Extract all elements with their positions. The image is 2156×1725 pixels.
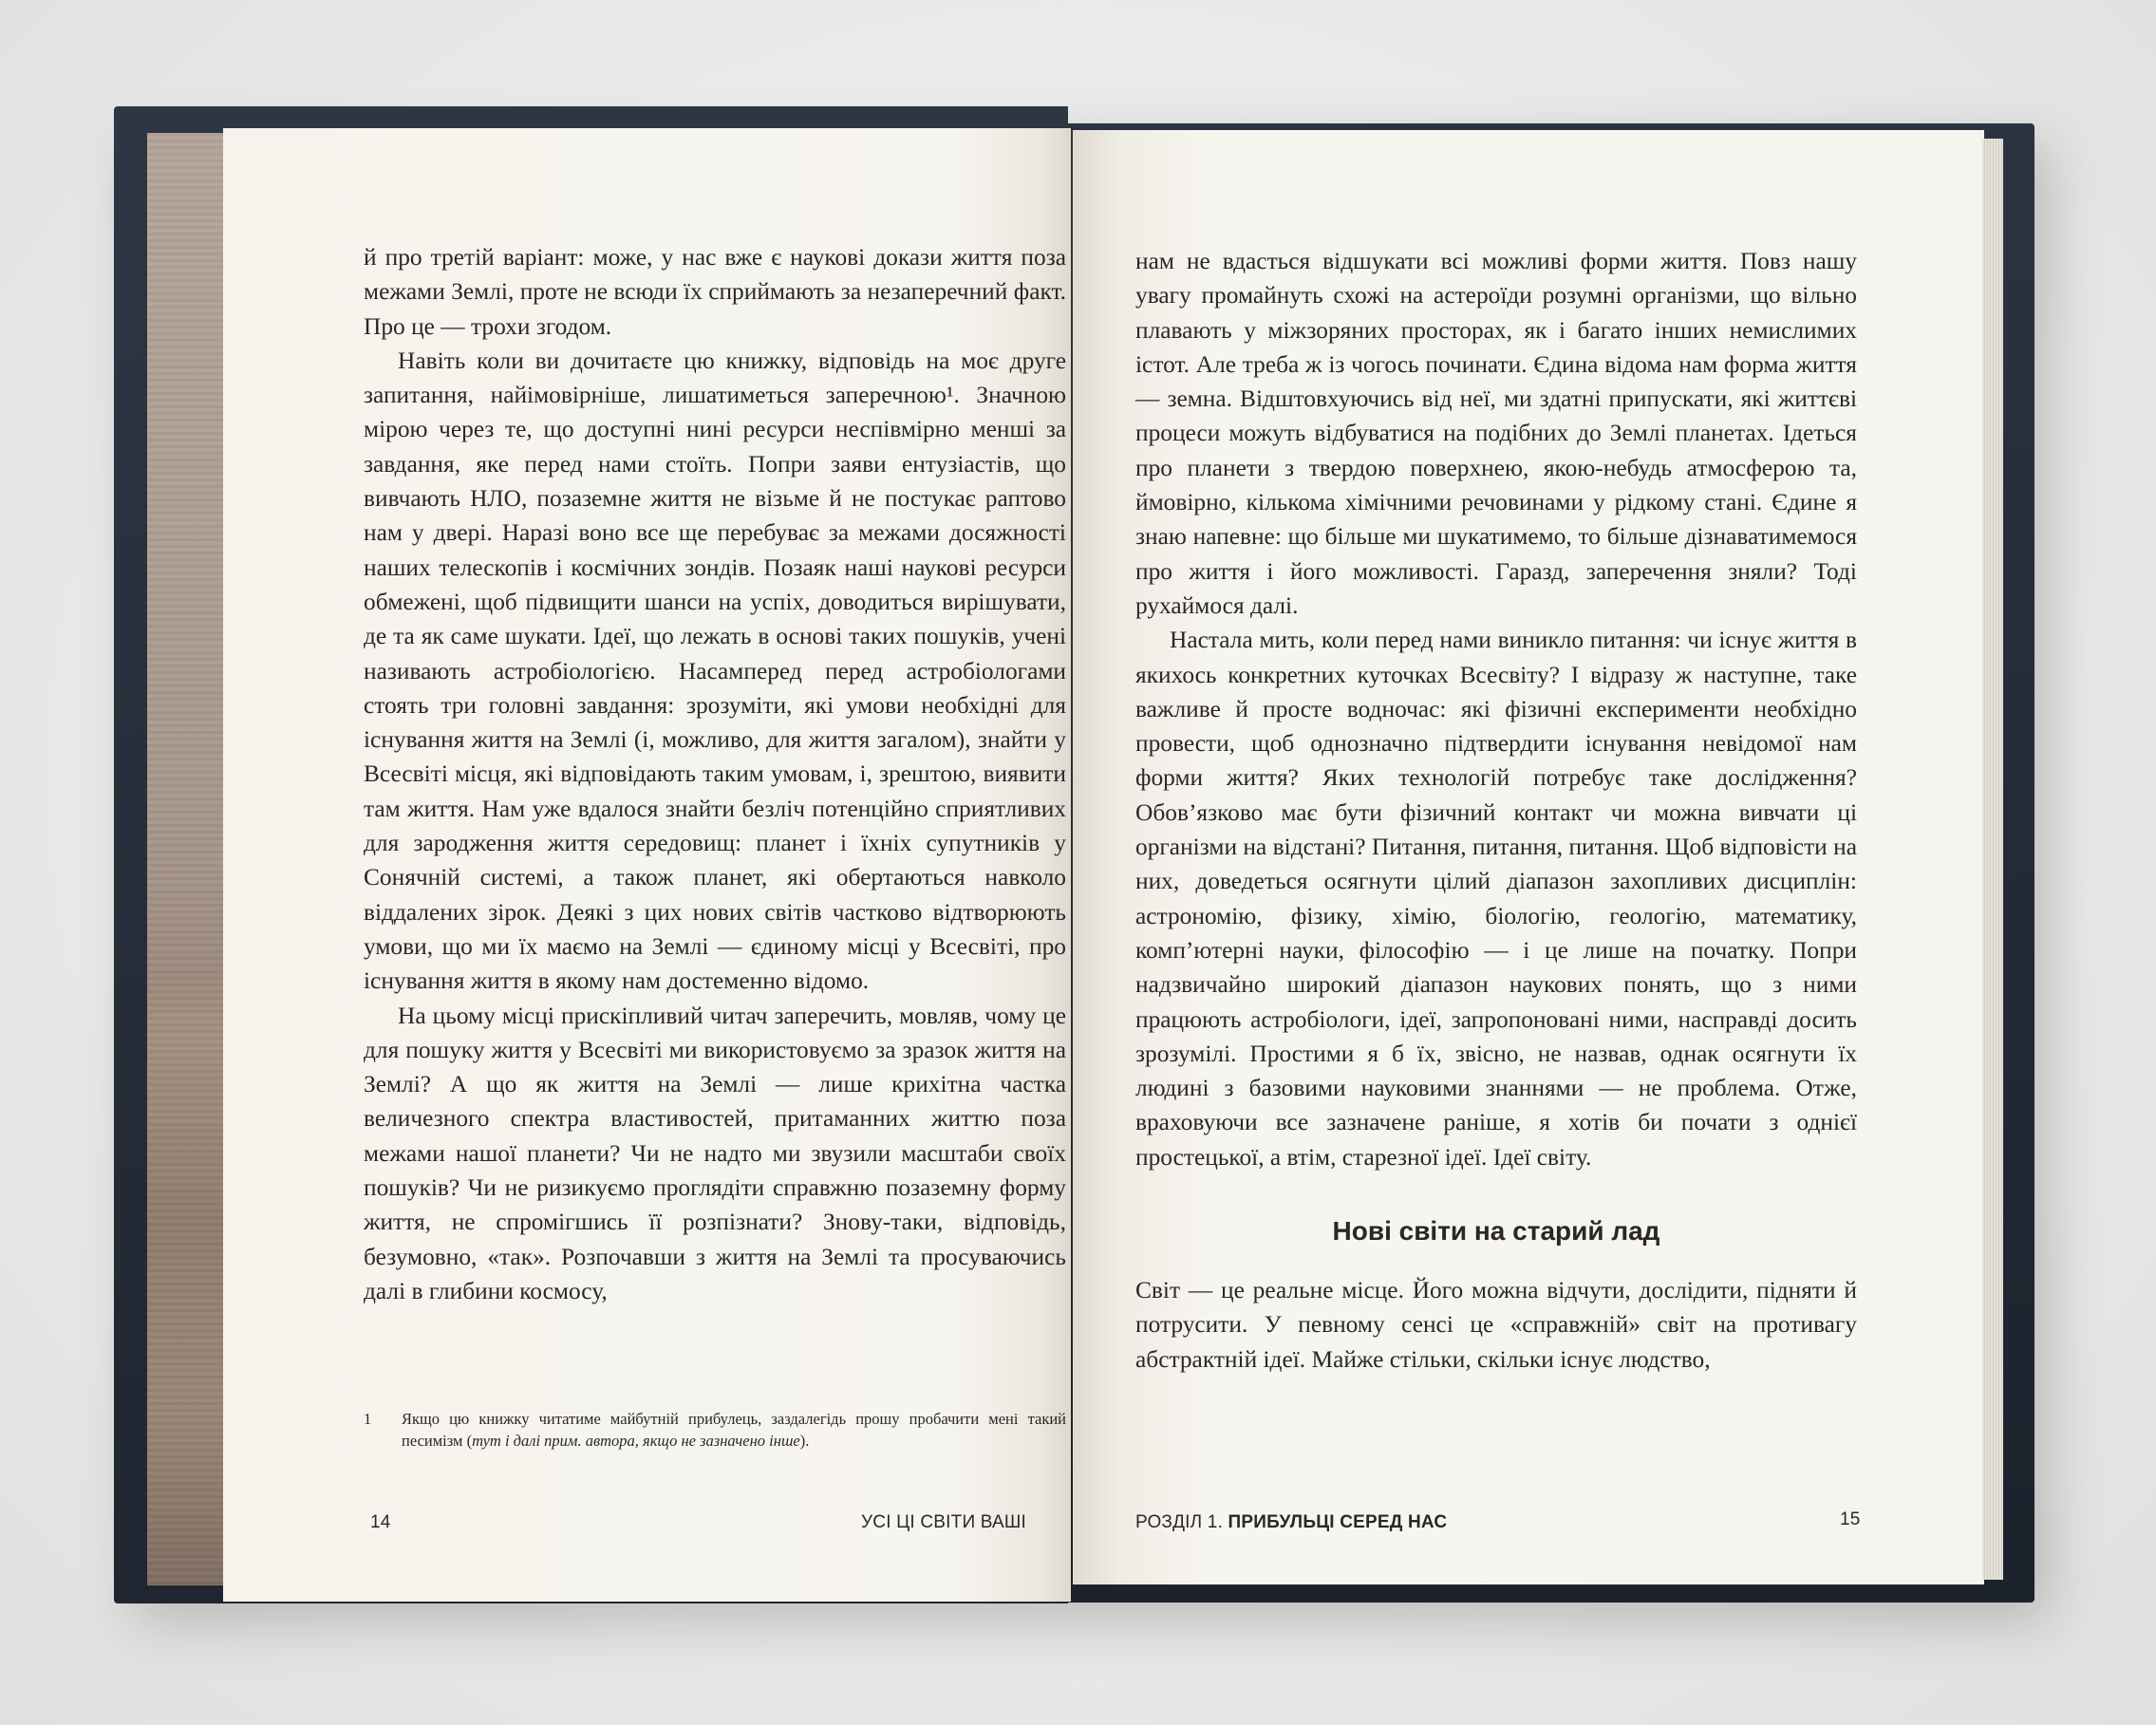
- running-title: УСІ ЦІ СВІТИ ВАШІ: [861, 1512, 1026, 1532]
- paragraph: Навіть коли ви дочитаєте цю книжку, відповідь на моє друге запитання, найімовірніше, лишатиметься заперечною¹. Значною мірою через те, що доступні нині ресурси неспівмірно менші за завдання, яке перед нами стоїть. Попри заяви ентузіастів, що вивчають НЛО, позаземне життя не візьме й не постукає раптово нам у двері. Наразі воно все ще перебуває за межами досяжності наших телескопів і космічних зондів. Позаяк наші наукові ресурси обмежені, щоб підвищити шанси на успіх, доводиться вирішувати, де та як саме шукати. Ідеї, що лежать в основі таких пошуків, учені називають астробіологією. Насамперед перед астробіологами стоять три головні завдання: зрозуміти, які умови необхідні для існування життя на Землі (і, можливо, для життя загалом), знайти у Всесвіті місця, які відповідають таким умовам, і, зрештою, виявити там життя. Нам уже вдалося знайти безліч потенційно сприятливих для зародження життя середовищ: планет і їхніх супутників у Сонячній системі, а також планет, які обертаються навколо віддалених зірок. Деякі з цих нових світів частково відтворюють умови, що ми їх маємо на Землі — єдиному місці у Всесвіті, про існування життя в якому нам достеменно відомо.: [364, 347, 1066, 995]
- footnote-text: Якщо цю книжку читатиме майбутній прибулець, заздалегідь прошу пробачити мені такий песимізм (тут і далі прим. автора, якщо не зазначено інше).: [402, 1410, 1066, 1450]
- left-page: [223, 128, 1071, 1602]
- endpaper-photo-strip: [147, 133, 233, 1585]
- footnote-number: 1: [364, 1410, 372, 1428]
- left-page-body: [364, 240, 1066, 1308]
- chapter-title: ПРИБУЛЬЦІ СЕРЕД НАС: [1228, 1512, 1448, 1532]
- paragraph: Настала мить, коли перед нами виникло питання: чи існує життя в якихось конкретних куточках Всесвіту? І відразу ж наступне, таке важливе й просте водночас: які фізичні експерименти необхідно провести, щоб однозначно підтвердити існування невідомої нам форми життя? Яких технологій потребує таке дослідження? Обов’язково має бути фізичний контакт чи можна вивчати ці організми на відстані? Питання, питання, питання. Щоб відповісти на них, доведеться осягнути цілий діапазон захопливих дисциплін: астрономію, фізику, хімію, біологію, геологію, математику, комп’ютерні науки, філософію — і це лише на початку. Попри надзвичайно широкий діапазон наукових понять, що з ними працюють астробіологи, ідеї, запропоновані ними, насправді досить зрозумілі. Простими я б їх, звісно, не назвав, однак осягнути їх людині з базовими науковими знаннями — не проблема. Отже, враховуючи все зазначене раніше, я хотів би почати з однієї простецької, а втім, старезної ідеї. Ідеї світу.: [1135, 627, 1857, 1171]
- right-page-paragraphs-before: [1135, 244, 1857, 1174]
- chapter-running-head: [1135, 1512, 1447, 1533]
- paragraph: На цьому місці прискіпливий читач заперечить, мовляв, чому це для пошуку життя у Всесвіті ми використовуємо за зразок життя на Землі? А що як життя на Землі — лише крихітна частка величезного спектра властивостей, притаманних життю поза межами нашої планети? Чи не надто ми звузили масштаби своїх пошуків? Чи не ризикуємо проглядіти справжню позаземну форму життя, не спромігшись її розпізнати? Знову-таки, відповідь, безумовно, «так». Розпочавши з життя на Землі та просуваючись далі в глибини космосу,: [364, 1002, 1066, 1304]
- chapter-label: РОЗДІЛ 1.: [1135, 1512, 1224, 1532]
- paragraph: нам не вдасться відшукати всі можливі форми життя. Повз нашу увагу промайнуть схожі на астероїди розумні організми, що вільно плавають у міжзоряних просторах, як і багато інших немислимих істот. Але треба ж із чогось починати. Єдина відома нам форма життя — земна. Відштовхуючись від неї, ми здатні припускати, які життєві процеси можуть відбуватися на подібних до Землі планетах. Ідеться про планети з твердою поверхнею, якою-небудь атмосферою та, ймовірно, кількома хімічними речовинами у рідкому стані. Єдине я знаю напевне: що більше ми шукатимемо, то більше дізнаватимемося про життя і його можливості. Гаразд, заперечення зняли? Тоді рухаймося далі.: [1135, 248, 1857, 619]
- right-page: [1073, 130, 1984, 1584]
- right-page-body: [1135, 244, 1857, 1377]
- paragraph: й про третій варіант: може, у нас вже є наукові докази життя поза межами Землі, проте не всюди їх сприймають за незаперечний факт. Про це — трохи згодом.: [364, 244, 1066, 340]
- page-number-right: 15: [1840, 1509, 1861, 1529]
- section-heading: Нові світи на старий лад: [1332, 1216, 1660, 1247]
- paragraph: Світ — це реальне місце. Його можна відчути, дослідити, підняти й потрусити. У певному сенсі це «справжній» світ на противагу абстрактній ідеї. Майже стільки, скільки існує людство,: [1135, 1277, 1857, 1373]
- page-block-edge: [1982, 139, 2003, 1580]
- footnote: [364, 1408, 1066, 1452]
- page-number-left: 14: [370, 1512, 391, 1532]
- right-page-paragraphs-after: [1135, 1273, 1857, 1377]
